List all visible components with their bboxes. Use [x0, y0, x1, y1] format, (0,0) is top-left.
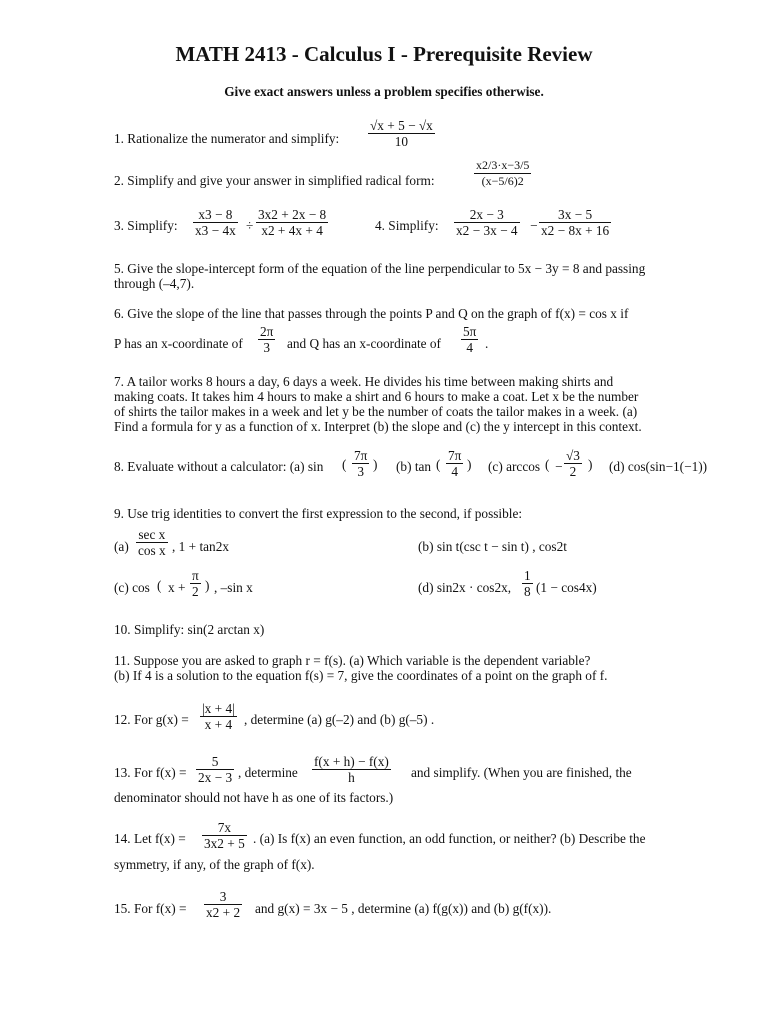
fraction-denominator: x2 − 8x + 16 — [541, 223, 610, 238]
fraction-denominator: 2x − 3 — [198, 770, 233, 785]
problem-3-fraction-2 — [256, 207, 328, 238]
fraction-denominator: x2 + 2 — [206, 905, 241, 920]
problem-11-line-1: 11. Suppose you are asked to graph r = f(s). (a) Which variable is the dependent variable? — [114, 653, 591, 668]
fraction-numerator: 7π — [354, 448, 368, 463]
fraction-denominator: 3x2 + 5 — [204, 836, 245, 851]
problem-13-fraction-2 — [312, 754, 391, 785]
problem-1-fraction — [368, 118, 435, 149]
instructions: Give exact answers unless a problem specifies otherwise. — [224, 84, 544, 99]
problem-6-period: . — [485, 336, 489, 351]
problem-7-line-3: of shirts the tailor makes in a week and let y be the number of coats the tailor makes in a week. (a) — [114, 404, 638, 419]
problem-7-line-2: making coats. It takes him 4 hours to make a shirt and 6 hours to make a coat. Let x be the number — [114, 389, 639, 404]
fraction-numerator: 3x − 5 — [539, 207, 611, 223]
problem-6-line-2a: P has an x-coordinate of — [114, 336, 243, 351]
problem-9c-target: , –sin x — [214, 580, 253, 595]
problem-15-fraction — [204, 889, 242, 920]
problem-12-rest: , determine (a) g(–2) and (b) g(–5) . — [244, 712, 435, 727]
problem-13-text: 13. For f(x) = — [114, 765, 187, 780]
fraction-denominator: 3 — [357, 464, 365, 479]
fraction-denominator: 2 — [192, 584, 199, 599]
problem-8c-sign: − — [555, 459, 563, 474]
problem-8c-label: (c) arccos — [488, 459, 541, 474]
problem-6-fraction-2 — [461, 324, 478, 355]
problem-3-fraction-1 — [193, 207, 238, 238]
fraction-numerator: 3 — [204, 889, 242, 905]
problem-8-text: 8. Evaluate without a calculator: (a) sin — [114, 459, 324, 474]
problem-9d-label: (d) sin2x · cos2x, — [418, 580, 512, 595]
fraction-denominator: x3 − 4x — [195, 223, 236, 238]
fraction-denominator: (x−5/6)2 — [481, 174, 524, 188]
fraction-denominator: 4 — [466, 340, 474, 355]
problem-12-text: 12. For g(x) = — [114, 712, 189, 727]
fraction-denominator: x2 − 3x − 4 — [456, 223, 518, 238]
fraction-numerator: √x + 5 − √x — [370, 118, 433, 133]
fraction-numerator: √3 — [566, 448, 580, 463]
problem-8a-fraction — [352, 448, 369, 479]
problem-13-mid: , determine — [238, 765, 298, 780]
problem-3-text: 3. Simplify: — [114, 218, 178, 233]
problem-15-rest: and g(x) = 3x − 5 , determine (a) f(g(x)) and (b) g(f(x)). — [255, 901, 552, 916]
paren-open: ( — [157, 578, 162, 593]
problem-4-fraction-2 — [539, 207, 611, 238]
problem-13-line-2: denominator should not have h as one of its factors.) — [114, 790, 394, 805]
fraction-denominator: cos x — [138, 543, 166, 558]
problem-9a-label: (a) — [114, 539, 129, 554]
fraction-numerator: sec x — [136, 527, 168, 543]
problem-9c-fraction — [190, 568, 201, 599]
fraction-numerator: 7x — [202, 820, 247, 836]
problem-14-text: 14. Let f(x) = — [114, 831, 186, 846]
problem-12-fraction — [200, 701, 237, 732]
problem-6-line-1: 6. Give the slope of the line that passes through the points P and Q on the graph of f(x) = cos x if — [114, 306, 629, 321]
problem-9a-target: , 1 + tan2x — [172, 539, 229, 554]
fraction-numerator: x2/3·x−3/5 — [476, 158, 530, 172]
fraction-numerator: 7π — [448, 448, 462, 463]
fraction-denominator: 2 — [569, 464, 577, 479]
problem-9c-inner: x + — [168, 580, 186, 595]
fraction-numerator: 3x2 + 2x − 8 — [258, 207, 327, 222]
problem-9a-fraction — [136, 527, 168, 558]
problem-9b: (b) sin t(csc t − sin t) , cos2t — [418, 539, 567, 554]
problem-9-text: 9. Use trig identities to convert the first expression to the second, if possible: — [114, 506, 523, 521]
problem-8c-fraction — [564, 448, 582, 479]
fraction-denominator: h — [348, 770, 355, 785]
paren-close: ) — [467, 457, 472, 472]
problem-2-fraction — [474, 158, 531, 189]
problem-15-text: 15. For f(x) = — [114, 901, 187, 916]
fraction-numerator: x3 − 8 — [193, 207, 238, 223]
fraction-numerator: f(x + h) − f(x) — [314, 754, 389, 769]
problem-9d-target: (1 − cos4x) — [536, 580, 597, 595]
paren-open: ( — [436, 457, 441, 472]
problem-6-fraction-1 — [258, 324, 275, 355]
problem-5-line-2: through (–4,7). — [114, 276, 195, 291]
paren-open: ( — [342, 457, 347, 472]
problem-7-line-4: Find a formula for y as a function of x. Interpret (b) the slope and (c) the y intercept in this context. — [114, 419, 642, 434]
problem-11-line-2: (b) If 4 is a solution to the equation f(s) = 7, give the coordinates of a point on the graph of f. — [114, 668, 608, 683]
problem-8b-label: (b) tan — [396, 459, 432, 474]
problem-8b-fraction — [446, 448, 463, 479]
problem-1-text: 1. Rationalize the numerator and simplify: — [114, 131, 340, 146]
fraction-numerator: 5π — [463, 324, 477, 339]
fraction-denominator: x2 + 4x + 4 — [261, 223, 323, 238]
paren-close: ) — [373, 457, 378, 472]
problem-2-text: 2. Simplify and give your answer in simplified radical form: — [114, 173, 435, 188]
problem-14-line-2: symmetry, if any, of the graph of f(x). — [114, 857, 315, 872]
divide-sign: ÷ — [246, 218, 254, 233]
problem-9d-fraction — [522, 568, 533, 599]
fraction-denominator: 4 — [451, 464, 459, 479]
page-title: MATH 2413 - Calculus I - Prerequisite Review — [175, 42, 593, 66]
fraction-numerator: 2x − 3 — [454, 207, 520, 223]
fraction-numerator: 2π — [260, 324, 274, 339]
problem-13-rest: and simplify. (When you are finished, the — [411, 765, 632, 780]
problem-14-fraction — [202, 820, 247, 851]
problem-10-text: 10. Simplify: sin(2 arctan x) — [114, 622, 265, 637]
fraction-numerator: |x + 4| — [202, 701, 235, 716]
minus-sign: − — [530, 218, 538, 233]
problem-6-line-2b: and Q has an x-coordinate of — [287, 336, 441, 351]
problem-14-rest: . (a) Is f(x) an even function, an odd function, or neither? (b) Describe the — [253, 831, 646, 846]
fraction-denominator: 8 — [524, 584, 531, 599]
paren-close: ) — [588, 457, 593, 472]
fraction-numerator: π — [192, 568, 199, 583]
problem-4-fraction-1 — [454, 207, 520, 238]
problem-13-fraction-1 — [196, 754, 234, 785]
problem-5-line-1: 5. Give the slope-intercept form of the equation of the line perpendicular to 5x − 3y = 8 and passing — [114, 261, 646, 276]
problem-7-line-1: 7. A tailor works 8 hours a day, 6 days a week. He divides his time between making shirts and — [114, 374, 614, 389]
paren-open: ( — [545, 457, 550, 472]
problem-9c-label: (c) cos — [114, 580, 150, 595]
fraction-numerator: 5 — [196, 754, 234, 770]
fraction-denominator: 10 — [394, 134, 409, 149]
problem-4-text: 4. Simplify: — [375, 218, 439, 233]
fraction-denominator: x + 4 — [204, 717, 233, 732]
problem-8d-label: (d) cos(sin−1(−1)) — [609, 459, 708, 474]
paren-close: ) — [205, 578, 210, 593]
fraction-numerator: 1 — [524, 568, 531, 583]
fraction-denominator: 3 — [263, 340, 271, 355]
